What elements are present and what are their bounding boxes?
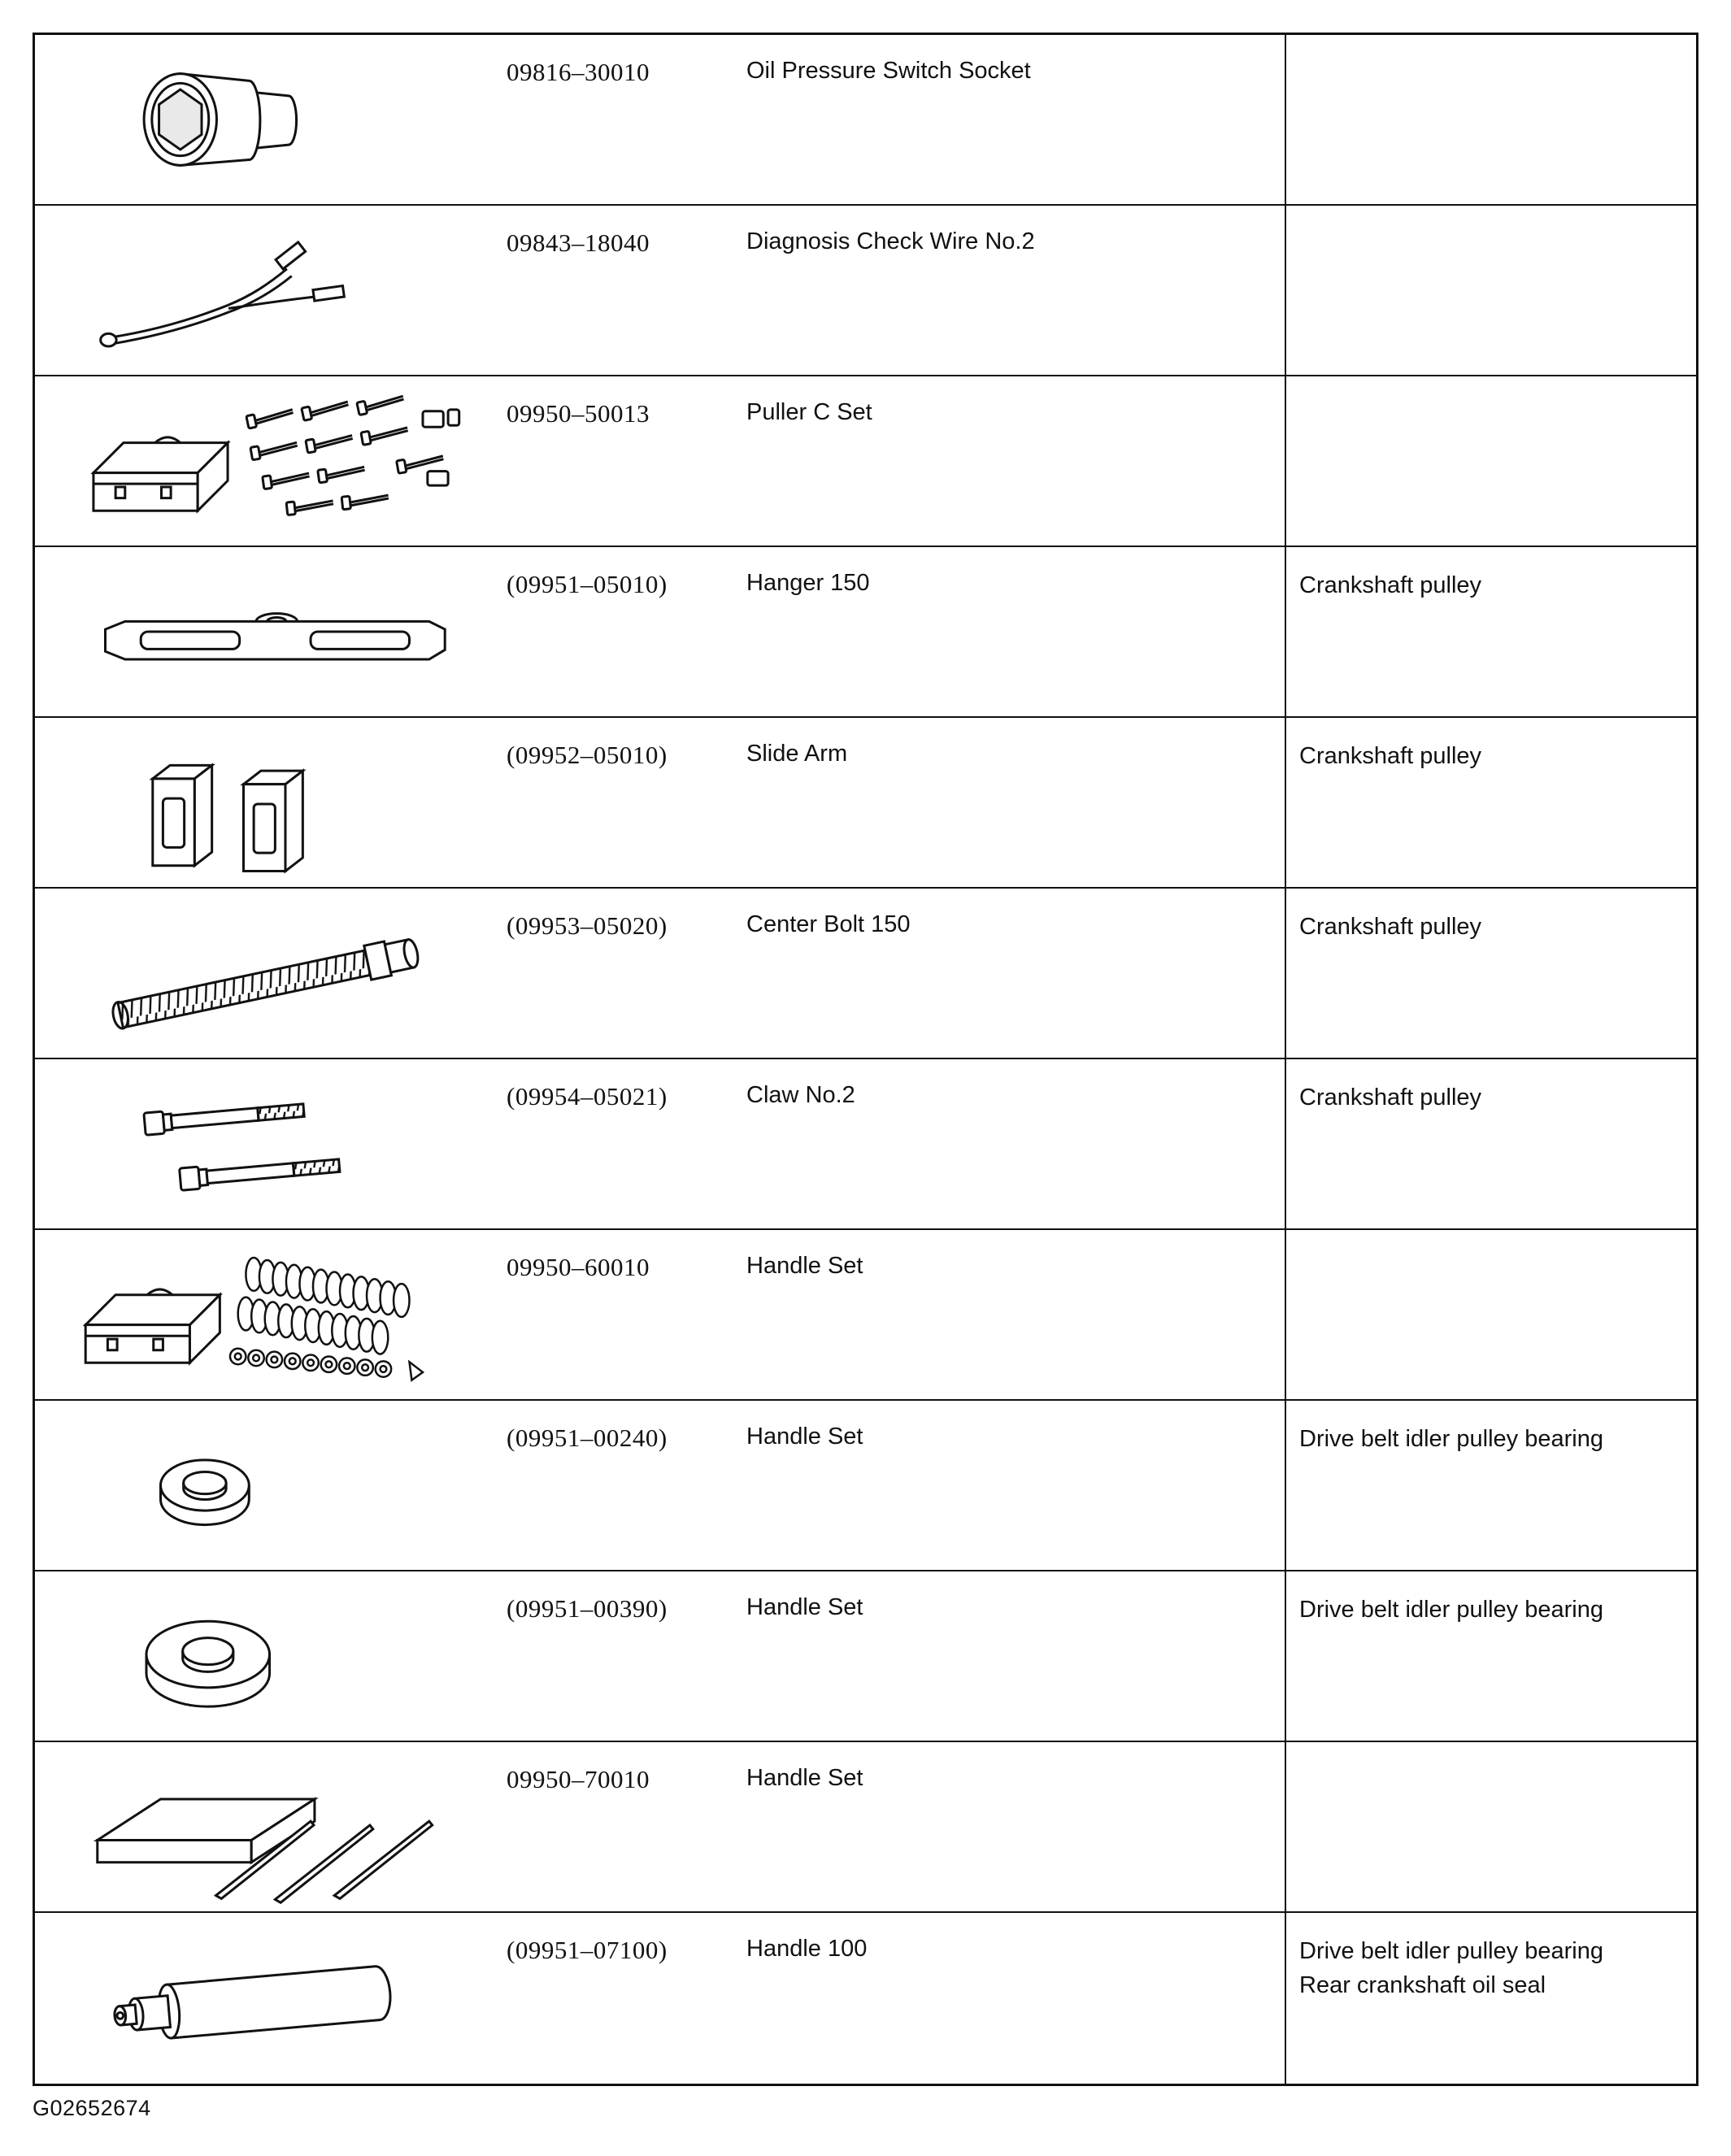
part-code: 09950–50013 bbox=[507, 399, 650, 428]
usage-note bbox=[1285, 206, 1696, 375]
usage-note bbox=[1285, 1913, 1696, 2084]
claw-bolts-icon bbox=[50, 1061, 493, 1227]
part-code: (09951–07100) bbox=[507, 1936, 668, 1964]
part-code: (09951–00390) bbox=[507, 1594, 668, 1623]
usage-note bbox=[1285, 1059, 1696, 1228]
tool-illustration-cell bbox=[35, 718, 507, 887]
figure-id: G02652674 bbox=[33, 2096, 151, 2120]
table-row bbox=[35, 718, 1696, 889]
table-row bbox=[35, 889, 1696, 1059]
tool-illustration-cell bbox=[35, 206, 507, 375]
usage-line: Rear crankshaft oil seal bbox=[1299, 1972, 1546, 1999]
part-code: 09843–18040 bbox=[507, 228, 650, 257]
tool-name: Claw No.2 bbox=[746, 1082, 855, 1108]
tool-name: Handle Set bbox=[746, 1594, 863, 1620]
table-row bbox=[35, 376, 1696, 547]
table-row bbox=[35, 1742, 1696, 1913]
table-row bbox=[35, 1230, 1696, 1401]
tool-illustration-cell bbox=[35, 1401, 507, 1570]
usage-note bbox=[1285, 376, 1696, 546]
usage-line: Drive belt idler pulley bearing bbox=[1299, 1426, 1603, 1452]
tool-illustration-cell bbox=[35, 547, 507, 716]
part-code: (09951–05010) bbox=[507, 570, 668, 598]
hanger-bar-icon bbox=[50, 549, 493, 715]
usage-line: Crankshaft pulley bbox=[1299, 1085, 1482, 1111]
tool-name: Handle Set bbox=[746, 1253, 863, 1279]
small-ring-icon bbox=[50, 1402, 493, 1568]
part-code: (09952–05010) bbox=[507, 741, 668, 769]
usage-note bbox=[1285, 35, 1696, 204]
tool-illustration-cell bbox=[35, 1059, 507, 1228]
usage-note bbox=[1285, 889, 1696, 1058]
tool-name: Slide Arm bbox=[746, 741, 848, 767]
table-row bbox=[35, 547, 1696, 718]
tool-name: Handle 100 bbox=[746, 1936, 868, 1962]
usage-note bbox=[1285, 1742, 1696, 1911]
tool-name: Center Bolt 150 bbox=[746, 911, 911, 937]
tool-name: Handle Set bbox=[746, 1424, 863, 1450]
part-code: (09951–00240) bbox=[507, 1424, 668, 1452]
table-row bbox=[35, 35, 1696, 206]
threaded-center-bolt-icon bbox=[50, 890, 493, 1056]
usage-line: Crankshaft pulley bbox=[1299, 914, 1482, 940]
tool-illustration-cell bbox=[35, 1742, 507, 1911]
usage-note bbox=[1285, 1230, 1696, 1399]
slide-arm-blocks-icon bbox=[50, 719, 493, 885]
large-ring-icon bbox=[50, 1573, 493, 1739]
part-code: 09950–70010 bbox=[507, 1765, 650, 1793]
usage-line: Crankshaft pulley bbox=[1299, 743, 1482, 769]
usage-line: Drive belt idler pulley bearing bbox=[1299, 1938, 1603, 1964]
usage-line: Drive belt idler pulley bearing bbox=[1299, 1597, 1603, 1623]
table-row bbox=[35, 1401, 1696, 1571]
part-code: 09816–30010 bbox=[507, 58, 650, 86]
tool-illustration-cell bbox=[35, 1230, 507, 1399]
usage-note bbox=[1285, 1571, 1696, 1741]
part-code: 09950–60010 bbox=[507, 1253, 650, 1281]
special-tools-table bbox=[33, 33, 1698, 2086]
puller-set-icon bbox=[50, 378, 493, 544]
tool-name: Puller C Set bbox=[746, 399, 872, 425]
table-row bbox=[35, 1059, 1696, 1230]
tool-illustration-cell bbox=[35, 376, 507, 546]
tool-name: Diagnosis Check Wire No.2 bbox=[746, 228, 1035, 254]
box-with-rods-icon bbox=[50, 1744, 493, 1910]
tool-name: Hanger 150 bbox=[746, 570, 870, 596]
usage-note bbox=[1285, 1401, 1696, 1570]
tool-name: Handle Set bbox=[746, 1765, 863, 1791]
usage-line: Crankshaft pulley bbox=[1299, 572, 1482, 598]
tool-illustration-cell bbox=[35, 1913, 507, 2084]
check-wire-icon bbox=[50, 207, 493, 373]
table-row bbox=[35, 206, 1696, 376]
part-code: (09954–05021) bbox=[507, 1082, 668, 1111]
part-code: (09953–05020) bbox=[507, 911, 668, 940]
socket-icon bbox=[50, 37, 493, 202]
handle-set-box-discs-icon bbox=[50, 1232, 493, 1397]
table-row bbox=[35, 1571, 1696, 1742]
tool-illustration-cell bbox=[35, 35, 507, 204]
table-row bbox=[35, 1913, 1696, 2084]
tool-name: Oil Pressure Switch Socket bbox=[746, 58, 1031, 84]
tool-illustration-cell bbox=[35, 1571, 507, 1741]
usage-note bbox=[1285, 547, 1696, 716]
tool-illustration-cell bbox=[35, 889, 507, 1058]
handle-cylinder-icon bbox=[50, 1915, 493, 2081]
usage-note bbox=[1285, 718, 1696, 887]
